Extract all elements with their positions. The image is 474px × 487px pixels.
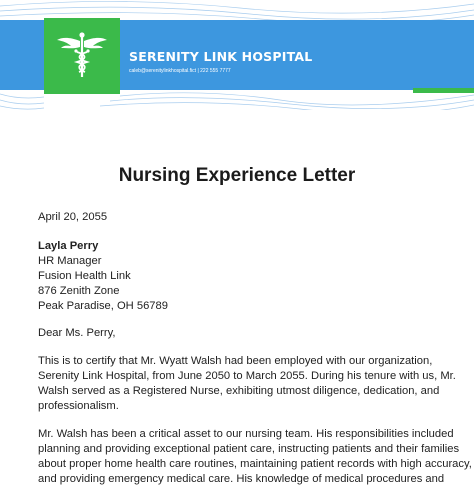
hospital-contact: caleb@serenitylinkhospital.fict | 222 555 7777 bbox=[129, 68, 231, 74]
salutation: Dear Ms. Perry, bbox=[38, 327, 116, 339]
hospital-name: SERENITY LINK HOSPITAL bbox=[129, 49, 313, 64]
paragraph-line: planning and providing exceptional patient care, instructing patients and their families bbox=[38, 443, 460, 455]
letter-title: Nursing Experience Letter bbox=[118, 165, 356, 186]
paragraph-line: professionalism. bbox=[38, 400, 119, 412]
recipient-name: Layla Perry bbox=[38, 240, 99, 252]
recipient-city: Peak Paradise, OH 56789 bbox=[38, 300, 168, 312]
paragraph-line: Walsh served as a Registered Nurse, exhibiting utmost diligence, dedication, and bbox=[38, 385, 440, 397]
caduceus-icon bbox=[56, 31, 108, 81]
accent-bar bbox=[413, 88, 474, 93]
paragraph-line: Serenity Link Hospital, from June 2050 to March 2055. During his tenure with us, Mr. bbox=[38, 370, 456, 382]
paragraph-line: and providing emergency medical care. His knowledge of medical procedures and bbox=[38, 473, 445, 485]
paragraph-line: This is to certify that Mr. Wyatt Walsh had been employed with our organization, bbox=[38, 355, 433, 367]
paragraph-line: Mr. Walsh has been a critical asset to our nursing team. His responsibilities included bbox=[38, 428, 454, 440]
paragraph-line: about proper home health care routines, maintaining patient records with high accuracy, bbox=[38, 458, 472, 470]
recipient-street: 876 Zenith Zone bbox=[38, 285, 120, 297]
letter-date: April 20, 2055 bbox=[38, 211, 108, 223]
hospital-logo bbox=[44, 18, 120, 94]
recipient-company: Fusion Health Link bbox=[38, 270, 131, 282]
recipient-position: HR Manager bbox=[38, 255, 102, 267]
